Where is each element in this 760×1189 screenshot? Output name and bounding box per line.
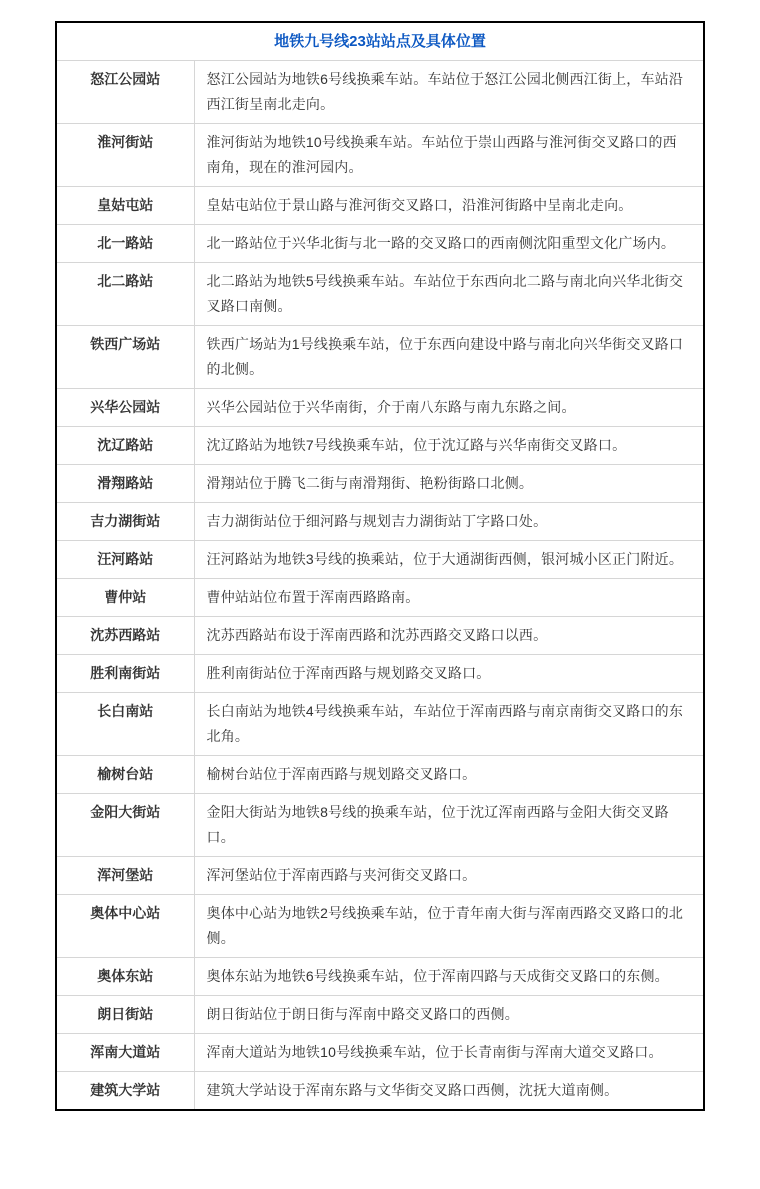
station-name: 兴华公园站 [56,389,194,427]
table-row [56,895,704,958]
station-description: 沈苏西路站布设于浑南西路和沈苏西路交叉路口以西。 [194,617,704,655]
station-description: 兴华公园站位于兴华南街，介于南八东路与南九东路之间。 [194,389,704,427]
table-row [56,263,704,326]
station-description: 北二路站为地铁5号线换乘车站。车站位于东西向北二路与南北向兴华北街交叉路口南侧。 [194,263,704,326]
table-row [56,124,704,187]
table-row [56,503,704,541]
station-name: 胜利南街站 [56,655,194,693]
station-name: 汪河路站 [56,541,194,579]
station-description: 浑河堡站位于浑南西路与夹河街交叉路口。 [194,857,704,895]
table-row [56,996,704,1034]
station-name: 建筑大学站 [56,1072,194,1111]
table-header-row [56,22,704,61]
table-row [56,693,704,756]
station-name: 长白南站 [56,693,194,756]
station-name: 朗日街站 [56,996,194,1034]
station-description: 汪河路站为地铁3号线的换乘站，位于大通湖街西侧，银河城小区正门附近。 [194,541,704,579]
station-description: 奥体东站为地铁6号线换乘车站，位于浑南四路与天成街交叉路口的东侧。 [194,958,704,996]
table-row [56,756,704,794]
station-description: 建筑大学站设于浑南东路与文华街交叉路口西侧，沈抚大道南侧。 [194,1072,704,1111]
station-name: 北一路站 [56,225,194,263]
table-row [56,326,704,389]
station-description: 榆树台站位于浑南西路与规划路交叉路口。 [194,756,704,794]
stations-table [55,21,705,1111]
table-body [56,61,704,1111]
station-description: 金阳大街站为地铁8号线的换乘车站，位于沈辽浑南西路与金阳大街交叉路口。 [194,794,704,857]
station-description: 胜利南街站位于浑南西路与规划路交叉路口。 [194,655,704,693]
table-row [56,958,704,996]
station-description: 浑南大道站为地铁10号线换乘车站，位于长青南街与浑南大道交叉路口。 [194,1034,704,1072]
page-title: 地铁九号线23站站点及具体位置 [56,22,704,61]
station-description: 朗日街站位于朗日街与浑南中路交叉路口的西侧。 [194,996,704,1034]
station-description: 北一路站位于兴华北街与北一路的交叉路口的西南侧沈阳重型文化广场内。 [194,225,704,263]
station-name: 奥体中心站 [56,895,194,958]
station-name: 皇姑屯站 [56,187,194,225]
station-name: 淮河街站 [56,124,194,187]
station-description: 长白南站为地铁4号线换乘车站，车站位于浑南西路与南京南街交叉路口的东北角。 [194,693,704,756]
station-name: 沈辽路站 [56,427,194,465]
station-name: 奥体东站 [56,958,194,996]
table-row [56,1072,704,1111]
station-name: 北二路站 [56,263,194,326]
table-row [56,389,704,427]
station-description: 沈辽路站为地铁7号线换乘车站，位于沈辽路与兴华南街交叉路口。 [194,427,704,465]
table-row [56,857,704,895]
table-row [56,655,704,693]
station-description: 奥体中心站为地铁2号线换乘车站，位于青年南大街与浑南西路交叉路口的北侧。 [194,895,704,958]
table-row [56,579,704,617]
table-row [56,1034,704,1072]
table-row [56,541,704,579]
station-name: 怒江公园站 [56,61,194,124]
station-description: 铁西广场站为1号线换乘车站，位于东西向建设中路与南北向兴华街交叉路口的北侧。 [194,326,704,389]
station-name: 铁西广场站 [56,326,194,389]
station-name: 沈苏西路站 [56,617,194,655]
table-row [56,225,704,263]
station-description: 滑翔站位于腾飞二街与南滑翔街、艳粉街路口北侧。 [194,465,704,503]
table-row [56,465,704,503]
station-description: 曹仲站站位布置于浑南西路路南。 [194,579,704,617]
station-name: 榆树台站 [56,756,194,794]
table-row [56,794,704,857]
station-description: 怒江公园站为地铁6号线换乘车站。车站位于怒江公园北侧西江街上，车站沿西江街呈南北走向。 [194,61,704,124]
table-row [56,427,704,465]
station-name: 滑翔路站 [56,465,194,503]
table-row [56,187,704,225]
station-description: 皇姑屯站位于景山路与淮河街交叉路口，沿淮河街路中呈南北走向。 [194,187,704,225]
station-description: 吉力湖街站位于细河路与规划吉力湖街站丁字路口处。 [194,503,704,541]
station-name: 浑河堡站 [56,857,194,895]
table-row [56,61,704,124]
table-row [56,617,704,655]
station-name: 曹仲站 [56,579,194,617]
station-description: 淮河街站为地铁10号线换乘车站。车站位于崇山西路与淮河街交叉路口的西南角，现在的淮河园内。 [194,124,704,187]
station-name: 浑南大道站 [56,1034,194,1072]
station-name: 金阳大街站 [56,794,194,857]
station-name: 吉力湖街站 [56,503,194,541]
